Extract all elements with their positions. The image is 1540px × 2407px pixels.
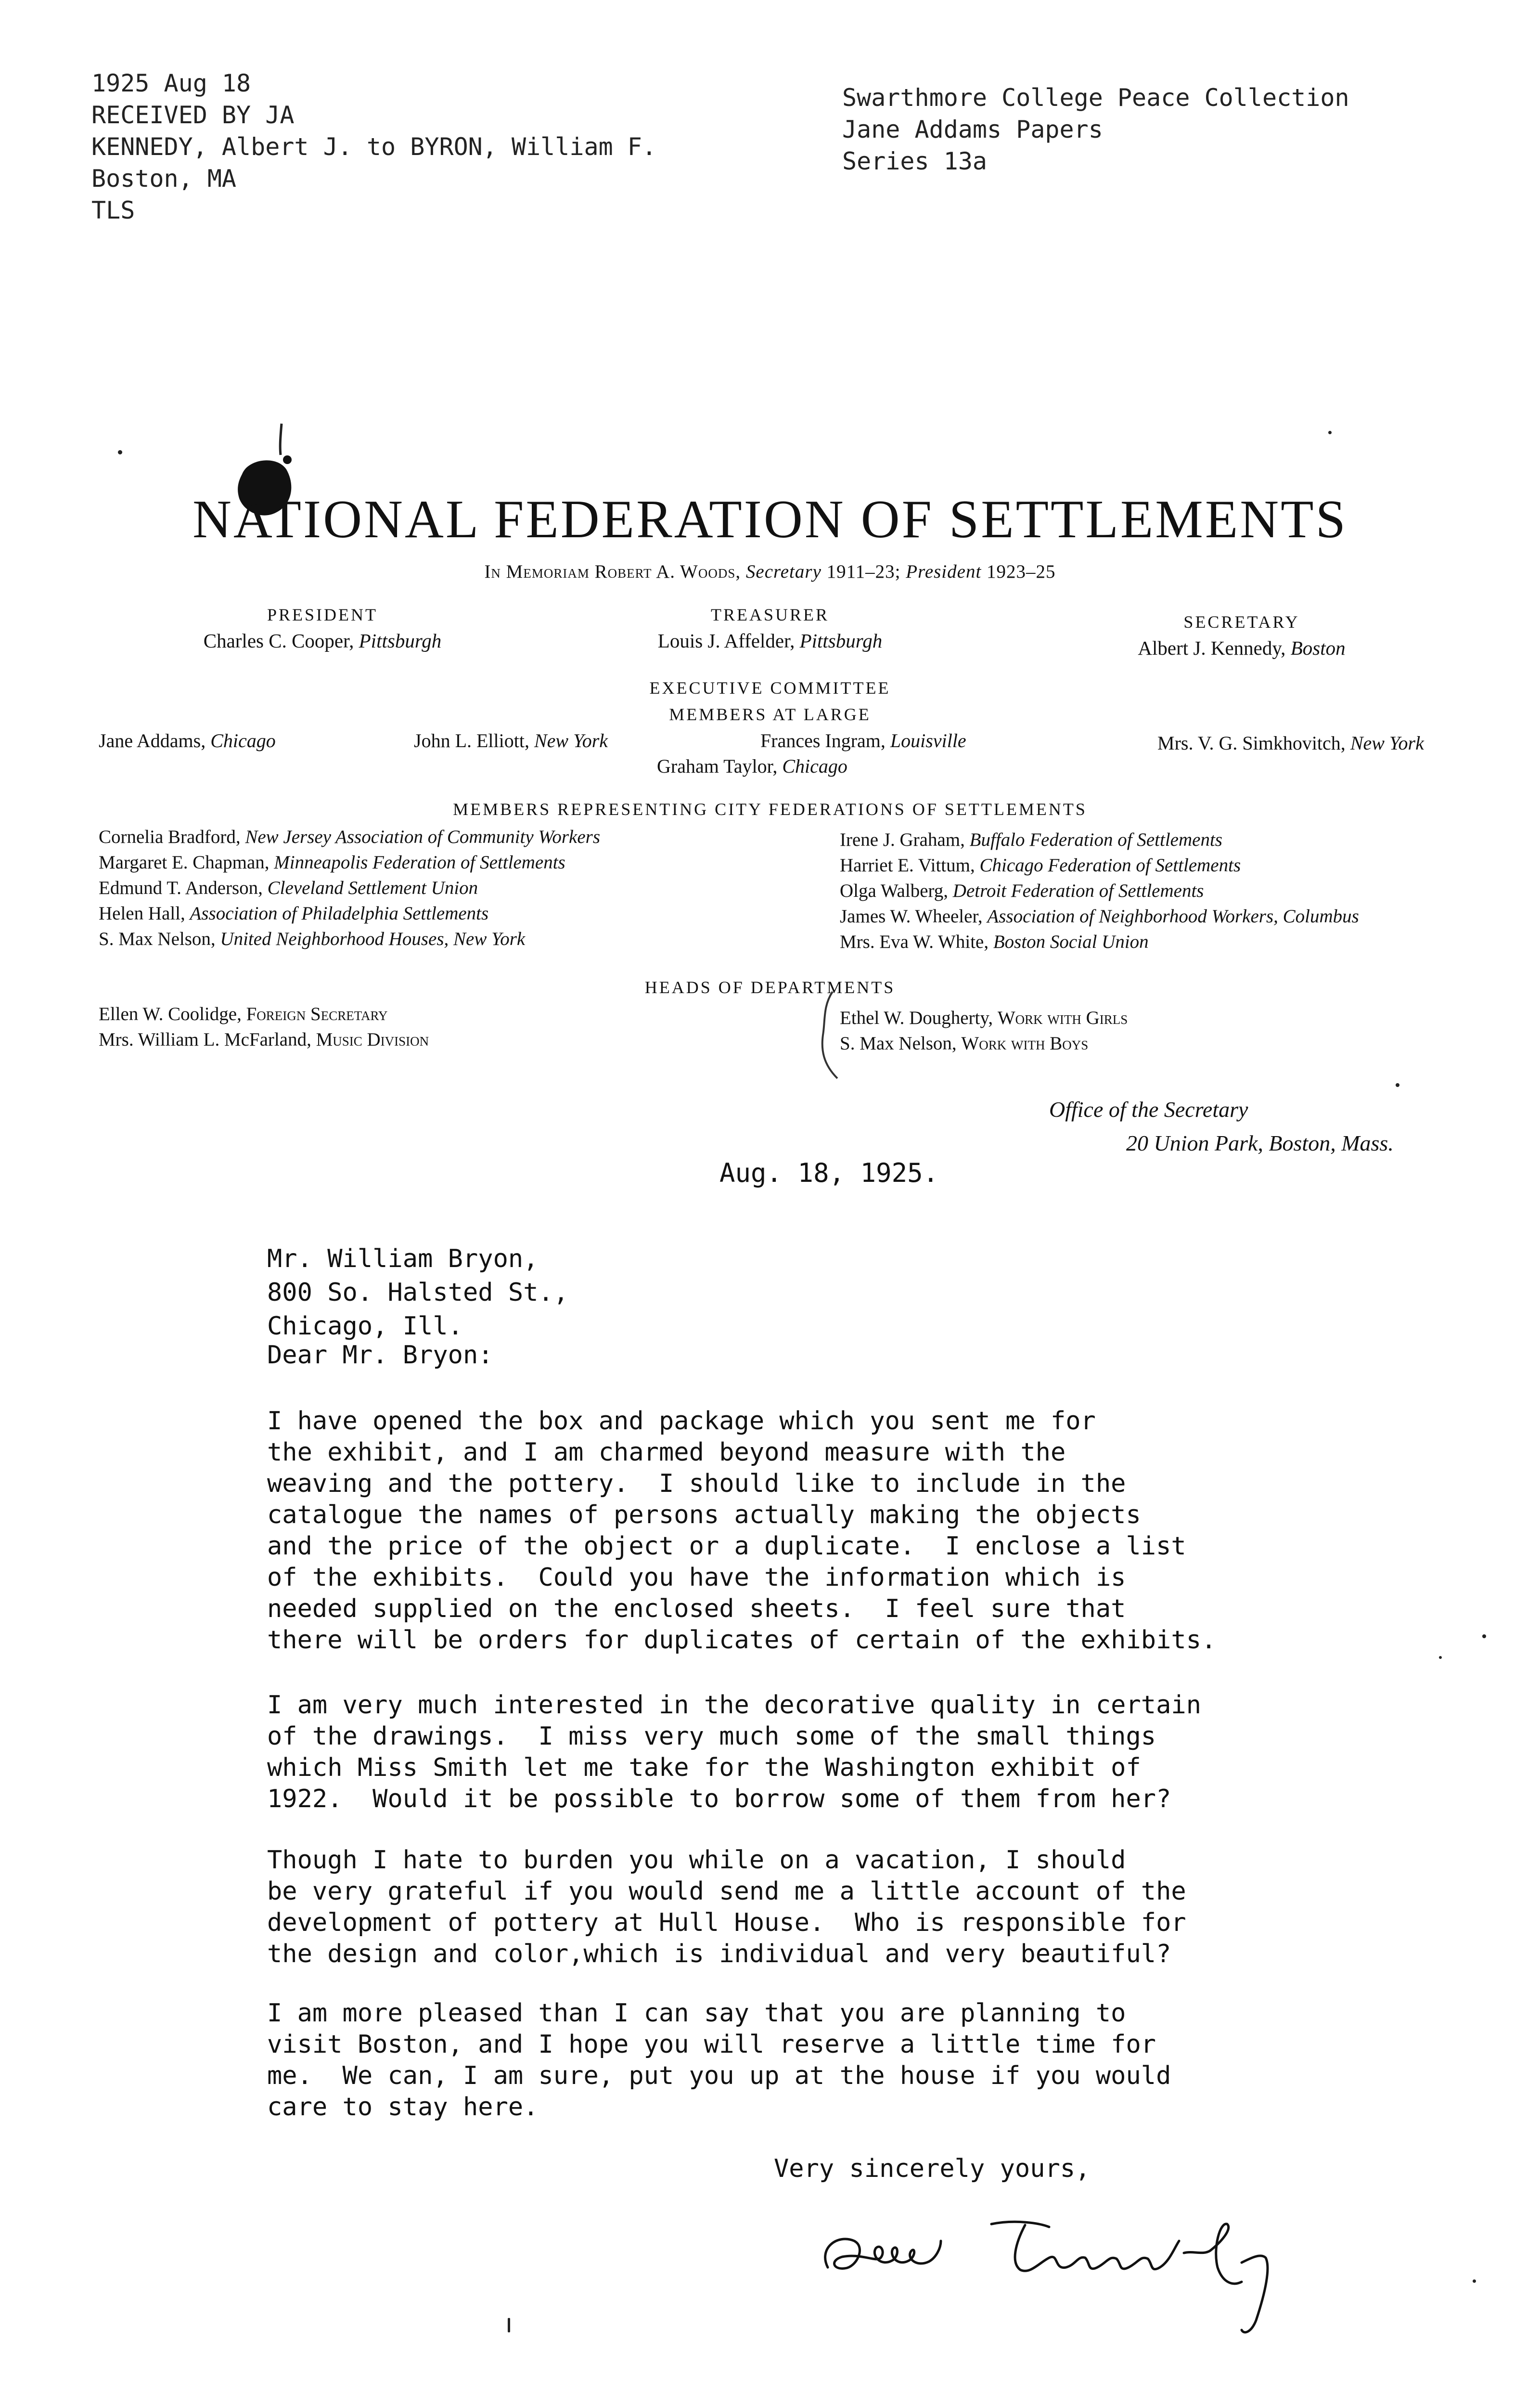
member-name: Jane Addams, xyxy=(99,730,206,751)
member-at-large xyxy=(657,755,847,777)
text-line: development of pottery at Hull House. Who is responsible for xyxy=(267,1908,1186,1937)
text-line: care to stay here. xyxy=(267,2093,539,2122)
member-name: Ellen W. Coolidge, xyxy=(99,1004,242,1024)
city-members-right xyxy=(840,827,1359,955)
text-line: I have opened the box and package which you sent me for xyxy=(267,1407,1096,1436)
addressee-name: Mr. William Bryon, xyxy=(267,1244,539,1273)
archive-type: TLS xyxy=(91,196,135,224)
department-name: Work with Girls xyxy=(997,1008,1128,1028)
member-name: James W. Wheeler, xyxy=(840,906,983,927)
president-role: PRESIDENT xyxy=(267,605,378,624)
text-line: be very grateful if you would send me a little account of the xyxy=(267,1877,1186,1906)
text-line: 1922. Would it be possible to borrow some of them from her? xyxy=(267,1785,1171,1813)
text-line: Though I hate to burden you while on a vacation, I should xyxy=(267,1846,1126,1875)
member-name: Frances Ingram, xyxy=(760,730,886,751)
member-name: Helen Hall, xyxy=(99,903,185,924)
archive-place: Boston, MA xyxy=(91,165,237,193)
archive-record-block xyxy=(91,67,656,226)
text-line: the exhibit, and I am charmed beyond measure with the xyxy=(267,1438,1066,1467)
secretary-name: Albert J. Kennedy, xyxy=(1138,637,1286,659)
collection-papers: Jane Addams Papers xyxy=(842,116,1103,143)
member-org: Association of Philadelphia Settlements xyxy=(190,903,489,924)
memoriam-years-president: 1923–25 xyxy=(987,561,1056,582)
body-paragraph-4 xyxy=(267,1998,1171,2123)
executive-committee-heading: EXECUTIVE COMMITTEE xyxy=(649,678,891,698)
text-line: I am more pleased than I can say that you are planning to xyxy=(267,1999,1126,2028)
text-line: I am very much interested in the decorative quality in certain xyxy=(267,1691,1202,1720)
memoriam-years-secretary: 1911–23; xyxy=(826,561,901,582)
office-address xyxy=(1049,1093,1394,1160)
pencil-bracket-mark xyxy=(804,987,842,1083)
member-name: Ethel W. Dougherty, xyxy=(840,1008,993,1028)
text-line: needed supplied on the enclosed sheets. I feel sure that xyxy=(267,1594,1126,1623)
member-org: United Neighborhood Houses, New York xyxy=(220,929,526,949)
member-org: Buffalo Federation of Settlements xyxy=(969,829,1222,850)
text-line: which Miss Smith let me take for the Washington exhibit of xyxy=(267,1753,1141,1782)
city-federations-heading: MEMBERS REPRESENTING CITY FEDERATIONS OF SETTLEMENTS xyxy=(453,800,1087,819)
city-member xyxy=(840,929,1359,955)
text-line: the design and color,which is individual and very beautiful? xyxy=(267,1940,1171,1968)
treasurer-line xyxy=(616,628,924,654)
city-member xyxy=(99,926,600,952)
president-block xyxy=(164,602,481,654)
departments-right xyxy=(840,1005,1128,1056)
city-member xyxy=(840,853,1359,878)
member-name: Mrs. William L. McFarland, xyxy=(99,1029,311,1050)
closing-line: Very sincerely yours, xyxy=(774,2154,1091,2183)
text-line: catalogue the names of persons actually making the objects xyxy=(267,1501,1141,1529)
member-name: Mrs. Eva W. White, xyxy=(840,932,989,952)
member-name: Margaret E. Chapman, xyxy=(99,852,270,873)
member-name: S. Max Nelson, xyxy=(99,929,216,949)
department-name: Work with Boys xyxy=(961,1033,1089,1054)
city-members-left xyxy=(99,824,600,952)
city-member xyxy=(840,827,1359,853)
member-name: Olga Walberg, xyxy=(840,880,949,901)
member-org: New Jersey Association of Community Workers xyxy=(245,827,601,847)
text-line: weaving and the pottery. I should like to include in the xyxy=(267,1469,1126,1498)
memoriam-president: President xyxy=(906,561,982,582)
departments-left xyxy=(99,1001,429,1052)
city-member xyxy=(99,875,600,901)
department-head xyxy=(99,1001,429,1027)
departments-heading: HEADS OF DEPARTMENTS xyxy=(644,978,896,997)
member-name: Edmund T. Anderson, xyxy=(99,878,263,898)
member-at-large xyxy=(1157,732,1424,754)
scan-speck xyxy=(1482,1634,1486,1638)
member-name: Cornelia Bradford, xyxy=(99,827,241,847)
member-city: Chicago xyxy=(210,730,276,751)
member-at-large xyxy=(414,729,608,752)
archive-correspondents: KENNEDY, Albert J. to BYRON, William F. xyxy=(91,133,656,161)
scan-speck xyxy=(1396,1083,1399,1087)
member-name: Mrs. V. G. Simkhovitch, xyxy=(1157,732,1346,754)
members-at-large-heading: MEMBERS AT LARGE xyxy=(669,705,871,724)
president-city: Pittsburgh xyxy=(359,630,442,652)
office-street: 20 Union Park, Boston, Mass. xyxy=(1126,1131,1394,1155)
treasurer-role: TREASURER xyxy=(710,605,830,624)
member-org: Detroit Federation of Settlements xyxy=(952,880,1204,901)
office-label: Office of the Secretary xyxy=(1049,1097,1248,1122)
president-line xyxy=(164,628,481,654)
addressee-city: Chicago, Ill. xyxy=(267,1312,463,1341)
addressee-block xyxy=(267,1242,568,1343)
treasurer-block xyxy=(616,602,924,654)
scan-speck xyxy=(1328,431,1332,434)
member-name: Irene J. Graham, xyxy=(840,829,965,850)
member-city: Chicago xyxy=(782,755,847,777)
treasurer-name: Louis J. Affelder, xyxy=(657,630,795,652)
member-org: Chicago Federation of Settlements xyxy=(979,855,1241,876)
handwritten-signature xyxy=(808,2195,1328,2340)
member-city: New York xyxy=(534,730,608,751)
city-member xyxy=(840,904,1359,929)
secretary-city: Boston xyxy=(1290,637,1346,659)
collection-name: Swarthmore College Peace Collection xyxy=(842,84,1349,112)
archive-collection-block xyxy=(842,82,1349,177)
department-head xyxy=(99,1027,429,1052)
memoriam-prefix: In Memoriam Robert A. Woods, xyxy=(484,561,741,582)
department-head xyxy=(840,1005,1128,1031)
secretary-line xyxy=(1092,635,1391,661)
city-member xyxy=(99,824,600,850)
memoriam-line xyxy=(0,561,1540,582)
scan-speck xyxy=(508,2318,510,2332)
member-at-large xyxy=(760,729,966,752)
memoriam-secretary: Secretary xyxy=(745,561,821,582)
collection-series: Series 13a xyxy=(842,147,988,175)
member-name: Graham Taylor, xyxy=(657,755,778,777)
treasurer-city: Pittsburgh xyxy=(799,630,883,652)
addressee-street: 800 So. Halsted St., xyxy=(267,1278,569,1307)
letter-date: Aug. 18, 1925. xyxy=(719,1158,939,1188)
archive-date: 1925 Aug 18 xyxy=(91,69,251,97)
text-line: of the exhibits. Could you have the information which is xyxy=(267,1563,1126,1592)
scan-speck xyxy=(1473,2279,1476,2283)
member-name: S. Max Nelson, xyxy=(840,1033,957,1054)
member-name: John L. Elliott, xyxy=(414,730,529,751)
text-line: there will be orders for duplicates of certain of the exhibits. xyxy=(267,1626,1217,1655)
body-paragraph-3 xyxy=(267,1845,1186,1970)
member-org: Boston Social Union xyxy=(993,932,1149,952)
text-line: me. We can, I am sure, put you up at the house if you would xyxy=(267,2061,1171,2090)
department-name: Foreign Secretary xyxy=(246,1004,388,1024)
body-paragraph-2 xyxy=(267,1690,1201,1815)
text-line: visit Boston, and I hope you will reserve a little time for xyxy=(267,2030,1156,2059)
member-city: Louisville xyxy=(890,730,966,751)
secretary-role: SECRETARY xyxy=(1183,612,1300,632)
archive-received: RECEIVED BY JA xyxy=(91,101,295,129)
member-city: New York xyxy=(1350,732,1424,754)
member-name: Harriet E. Vittum, xyxy=(840,855,975,876)
city-member xyxy=(99,850,600,875)
city-member xyxy=(840,878,1359,904)
member-at-large xyxy=(99,729,276,752)
member-org: Cleveland Settlement Union xyxy=(267,878,478,898)
organization-title: NATIONAL FEDERATION OF SETTLEMENTS xyxy=(192,490,1348,549)
department-head xyxy=(840,1031,1128,1056)
president-name: Charles C. Cooper, xyxy=(203,630,354,652)
scan-speck xyxy=(1439,1656,1442,1659)
department-name: Music Division xyxy=(316,1029,429,1050)
scan-speck xyxy=(118,450,122,454)
member-org: Minneapolis Federation of Settlements xyxy=(274,852,565,873)
text-line: of the drawings. I miss very much some of the small things xyxy=(267,1722,1156,1751)
secretary-block xyxy=(1092,609,1391,661)
member-org: Association of Neighborhood Workers, Columbus xyxy=(987,906,1359,927)
text-line: and the price of the object or a duplicate. I enclose a list xyxy=(267,1532,1186,1561)
city-member xyxy=(99,901,600,926)
salutation: Dear Mr. Bryon: xyxy=(267,1341,493,1370)
body-paragraph-1 xyxy=(267,1406,1216,1656)
